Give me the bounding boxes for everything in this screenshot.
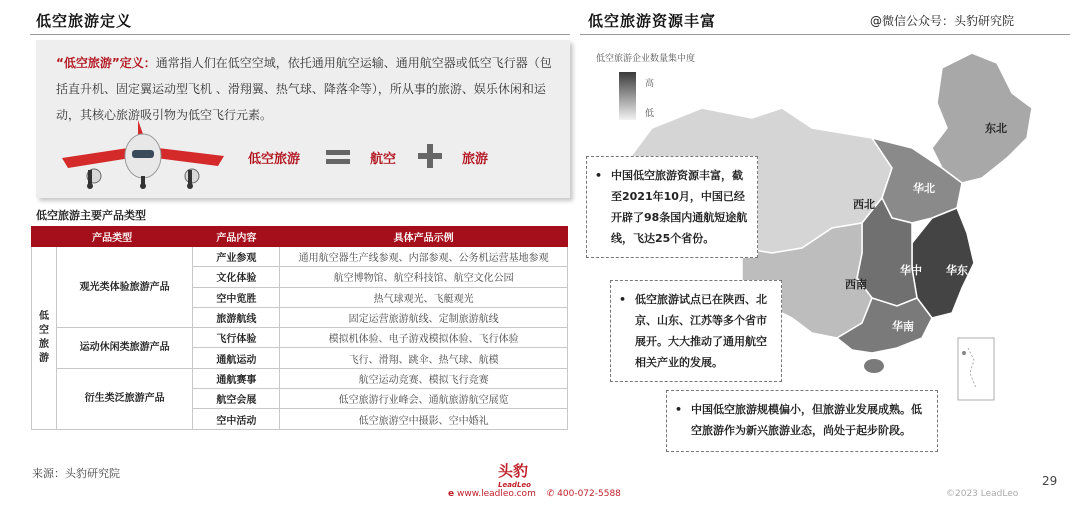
note-text-2: 低空旅游试点已在陕西、北京、山东、江苏等多个省市展开。大大推动了通用航空相关产业的发展。 — [635, 293, 767, 369]
header-product-examples: 具体产品示例 — [280, 227, 568, 247]
examples-cell: 固定运营旅游航线、定制旅游航线 — [280, 307, 568, 327]
group-type-cell: 观光类体验旅游产品 — [57, 247, 193, 328]
copyright: ©2023 LeadLeo — [946, 489, 1019, 499]
examples-cell: 航空博物馆、航空科技馆、航空文化公园 — [280, 267, 568, 287]
examples-cell: 热气球观光、飞艇观光 — [280, 287, 568, 307]
header-product-type: 产品类型 — [32, 227, 193, 247]
airplane-illustration — [58, 118, 228, 190]
page-number: 29 — [1042, 474, 1058, 488]
note-text-3: 中国低空旅游规模偏小，但旅游业发展成熟。低空旅游作为新兴旅游业态，尚处于起步阶段。 — [691, 403, 922, 437]
note-bullet: • — [619, 293, 627, 306]
left-section-title: 低空旅游定义 — [36, 12, 133, 30]
top-category-cell: 低空旅游 — [32, 247, 57, 430]
footer-logo — [498, 460, 531, 489]
content-cell: 空中览胜 — [193, 287, 280, 307]
group-type-cell: 衍生类泛旅游产品 — [57, 368, 193, 429]
legend-title: 低空旅游企业数量集中度 — [596, 54, 696, 64]
right-title-underline — [580, 34, 1070, 35]
credit-text: @微信公众号：头豹研究院 — [870, 14, 1015, 28]
note-bullet: • — [595, 169, 603, 182]
map-hainan — [864, 359, 884, 373]
equation-right-term: 旅游 — [462, 152, 489, 167]
legend-high-label: 高 — [645, 79, 655, 89]
content-cell: 旅游航线 — [193, 307, 280, 327]
right-section-title: 低空旅游资源丰富 — [588, 12, 717, 30]
logo-subtext: LeadLeo — [498, 481, 531, 489]
note-bullet: • — [675, 403, 683, 416]
content-cell: 文化体验 — [193, 267, 280, 287]
content-cell: 航空会展 — [193, 389, 280, 409]
equation-left-term: 低空旅游 — [248, 152, 301, 167]
table-row — [32, 368, 568, 388]
region-label-northwest: 西北 — [853, 198, 875, 211]
content-cell: 飞行体验 — [193, 328, 280, 348]
equals-icon — [326, 148, 350, 166]
map-region-northeast — [932, 53, 1032, 183]
legend-low-label: 低 — [645, 109, 655, 119]
examples-cell: 通用航空器生产线参观、内部参观、公务机运营基地参观 — [280, 247, 568, 267]
table-row — [32, 328, 568, 348]
equation-middle-term: 航空 — [370, 152, 397, 167]
region-label-northeast: 东北 — [985, 122, 1007, 135]
region-label-east-china: 华东 — [946, 264, 968, 277]
legend-gradient-bar — [619, 72, 636, 120]
footer-website[interactable]: www.leadleo.com — [456, 489, 536, 499]
definition-term: “低空旅游”定义： — [56, 56, 156, 70]
region-label-south-china: 华南 — [892, 320, 914, 333]
content-cell: 通航赛事 — [193, 368, 280, 388]
definition-text — [56, 50, 561, 128]
region-label-southwest: 西南 — [845, 278, 867, 291]
source-note: 来源：头豹研究院 — [32, 467, 120, 480]
phone-icon: ✆ — [546, 489, 555, 499]
web-icon: e — [448, 489, 455, 499]
note-box-1 — [586, 156, 758, 258]
header-product-content: 产品内容 — [193, 227, 280, 247]
footer-phone: 400-072-5588 — [557, 489, 621, 499]
note-box-2 — [610, 280, 782, 382]
map-south-sea-inset — [958, 338, 994, 400]
content-cell: 空中活动 — [193, 409, 280, 429]
examples-cell: 低空旅游空中摄影、空中婚礼 — [280, 409, 568, 429]
note-box-3 — [666, 390, 938, 452]
plus-icon — [418, 144, 442, 168]
table-row — [32, 247, 568, 267]
content-cell: 产业参观 — [193, 247, 280, 267]
content-cell: 通航运动 — [193, 348, 280, 368]
examples-cell: 模拟机体验、电子游戏模拟体验、飞行体验 — [280, 328, 568, 348]
examples-cell: 飞行、滑翔、跳伞、热气球、航模 — [280, 348, 568, 368]
footer-contact — [448, 489, 621, 499]
examples-cell: 航空运动竞赛、模拟飞行竞赛 — [280, 368, 568, 388]
examples-cell: 低空旅游行业峰会、通航旅游航空展览 — [280, 389, 568, 409]
left-title-underline — [30, 34, 570, 35]
product-types-table — [31, 226, 568, 430]
note-text-1: 中国低空旅游资源丰富，截至2021年10月，中国已经开辟了98条国内通航短途航线，飞达25个省份。 — [611, 169, 748, 245]
logo-text: 头豹 — [498, 462, 529, 480]
region-label-north-china: 华北 — [913, 182, 935, 195]
table-title: 低空旅游主要产品类型 — [36, 209, 146, 222]
group-type-cell: 运动休闲类旅游产品 — [57, 328, 193, 369]
definition-body: 通常指人们在低空空域，依托通用航空运输、通用航空器或低空飞行器（包括直升机、固定翼运动型飞机 、滑翔翼、热气球、降落伞等），所从事的旅游、娱乐休闲和运动，其核心旅游吸引物为低空飞行元素。 — [56, 56, 552, 122]
region-label-central-china: 华中 — [900, 264, 922, 277]
